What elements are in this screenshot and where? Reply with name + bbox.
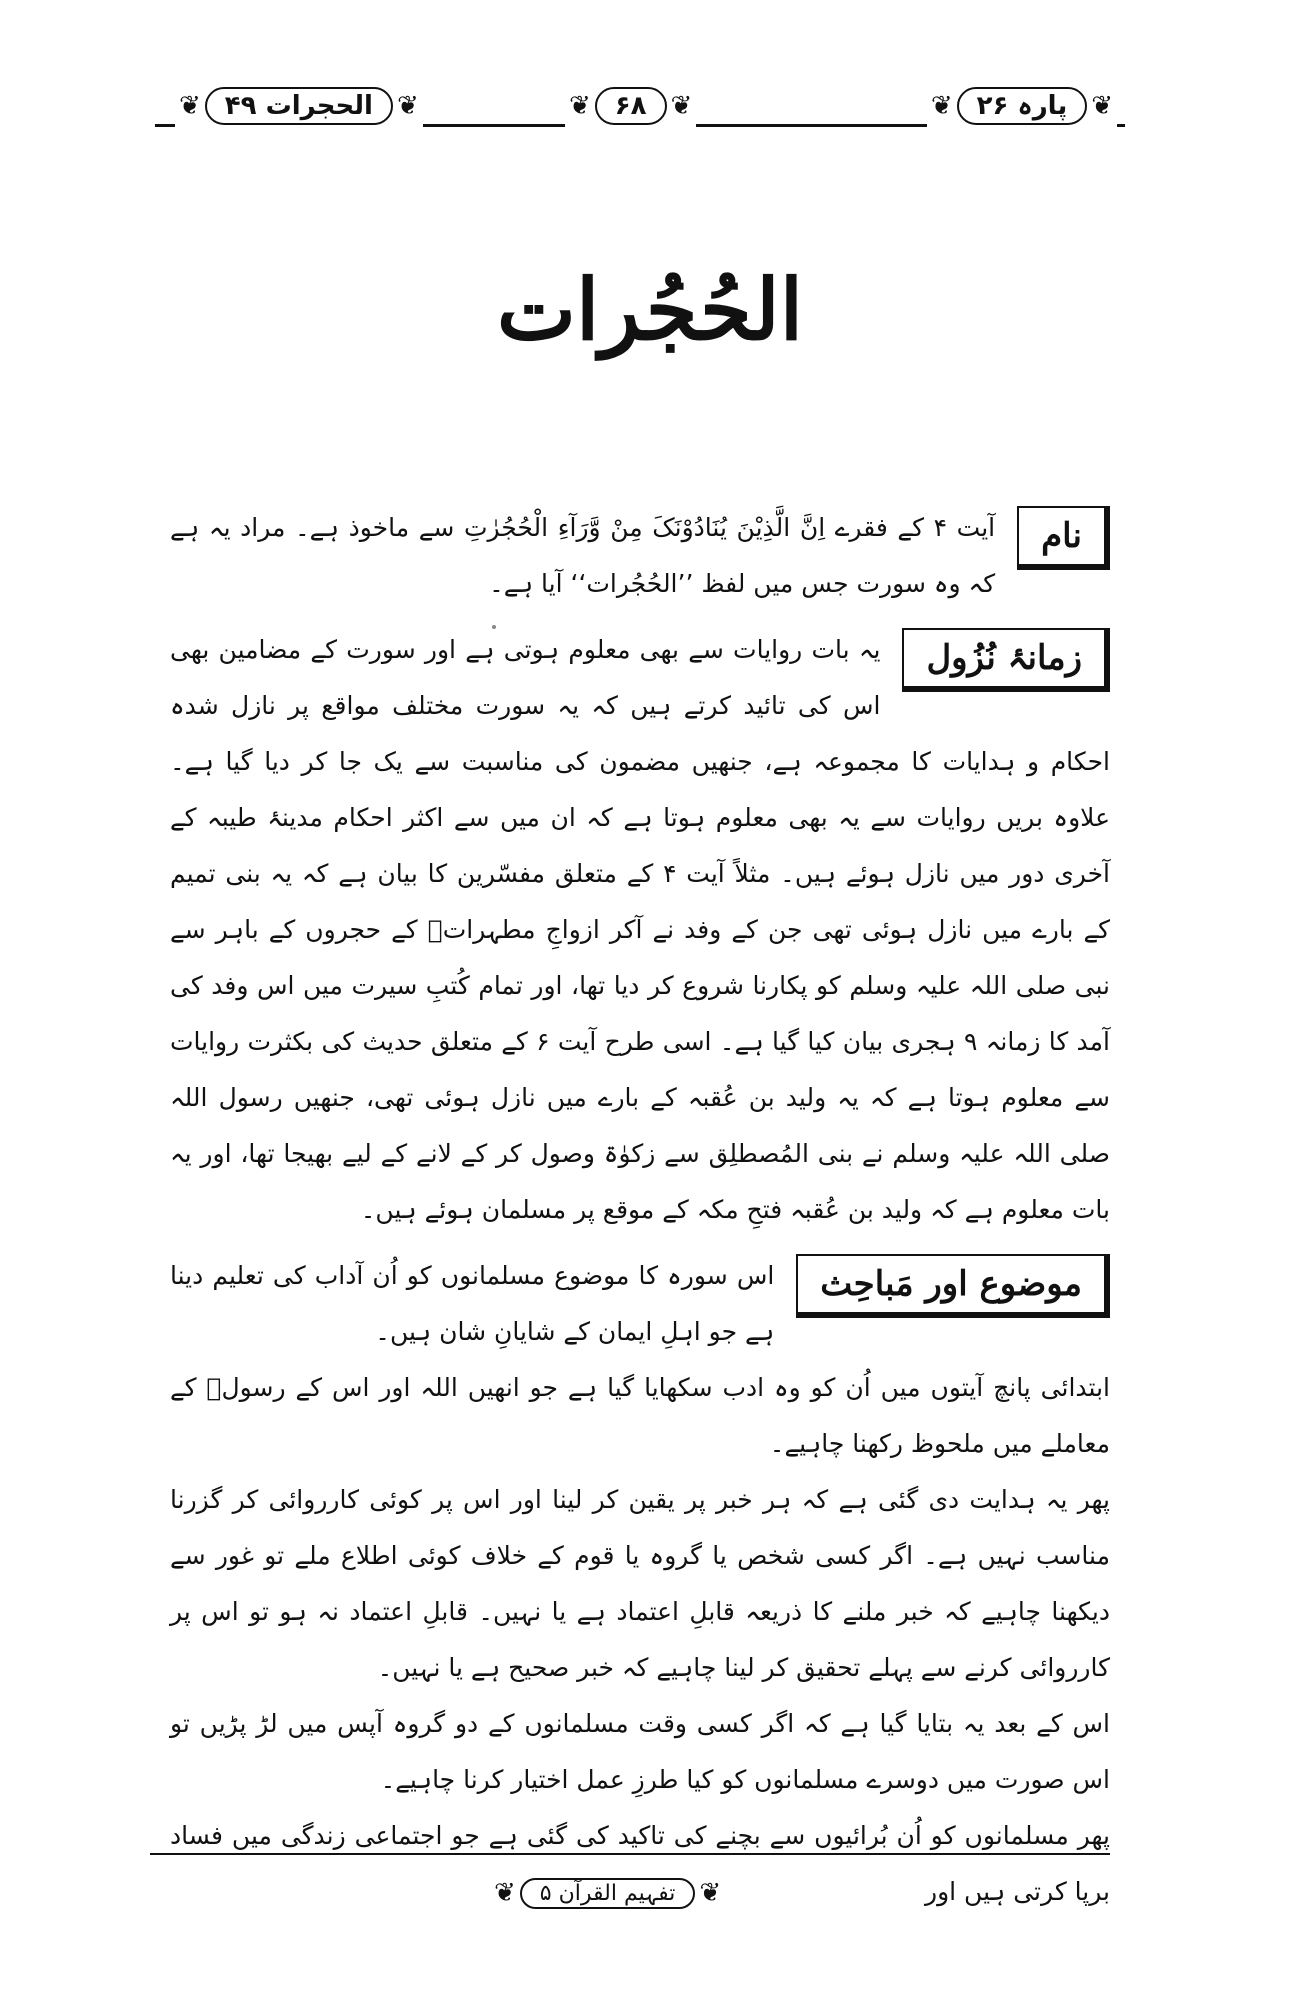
section-heading-naam: نام — [1017, 506, 1110, 570]
section-heading-mauzoo: موضوع اور مَباحِث — [796, 1254, 1110, 1318]
section-text-nuzool: یہ بات روایات سے بھی معلوم ہوتی ہے اور سورت کے مضامین بھی اس کی تائید کرتے ہیں کہ یہ سورت مختلف مواقع پر نازل شدہ احکام و ہدایات کا مجموعہ ہے، جنھیں مضمون کی مناسبت سے یک جا کر دیا گیا ہے۔ علاوہ بریں روایات سے یہ بھی معلوم ہوتا ہے کہ ان میں سے اکثر احکام مدینۂ طیبہ کے آخری دور میں نازل ہوئے ہیں۔ مثلاً آیت ۴ کے متعلق مفسّرین کا بیان ہے کہ یہ بنی تمیم کے بارے میں نازل ہوئی تھی جن کے وفد نے آکر ازواجِ مطہراتؓ کے حجروں کے باہر سے نبی صلی اللہ علیہ وسلم کو پکارنا شروع کر دیا تھا، اور تمام کُتبِ سیرت میں اس وفد کی آمد کا زمانہ ۹ ہجری بیان کیا گیا ہے۔ اسی طرح آیت ۶ کے متعلق حدیث کی بکثرت روایات سے معلوم ہوتا ہے کہ یہ ولید بن عُقبہ کے بارے میں نازل ہوئی تھی، جنھیں رسول اللہ صلی اللہ علیہ وسلم نے بنی المُصطلِق سے زکوٰۃ وصول کر کے لانے کے لیے بھیجا تھا، اور یہ بات معلوم ہے کہ ولید بن عُقبہ فتحِ مکہ کے موقع پر مسلمان ہوئے ہیں۔ — [170, 635, 1111, 1224]
paragraph-groh: اس کے بعد یہ بتایا گیا ہے کہ اگر کسی وقت مسلمانوں کے دو گروہ آپس میں لڑ پڑیں تو اس صورت میں دوسرے مسلمانوں کو کیا طرزِ عمل اختیار کرنا چاہیے۔ — [170, 1709, 1110, 1794]
section-text-mauzoo: اس سورہ کا موضوع مسلمانوں کو اُن آداب کی تعلیم دینا ہے جو اہلِ ایمان کے شایانِ شان ہیں۔ — [170, 1261, 775, 1346]
floral-ornament-icon: ❦ — [393, 91, 423, 121]
floral-ornament-icon: ❦ — [490, 1878, 520, 1908]
section-heading-nuzool: زمانۂ نُزُول — [902, 628, 1110, 692]
floral-ornament-icon: ❦ — [927, 91, 957, 121]
footer-rule — [150, 1853, 1110, 1855]
footer-cartouche — [490, 1873, 725, 1913]
floral-ornament-icon: ❦ — [565, 91, 595, 121]
page-number: ۶۸ — [595, 87, 667, 125]
header-para-cartouche — [927, 84, 1117, 128]
page-header — [155, 72, 1125, 142]
section-text-naam: آیت ۴ کے فقرے اِنَّ الَّذِیْنَ یُنَادُوْنَکَ مِنْ وَّرَآءِ الْحُجُرٰتِ سے ماخوذ ہے۔ مراد یہ ہے کہ وہ سورت جس میں لفظ ’’الحُجُرات‘‘ آیا ہے۔ — [170, 513, 996, 598]
floral-ornament-icon: ❦ — [695, 1878, 725, 1908]
section-mauzoo — [170, 1248, 1110, 1920]
page-footer — [150, 1845, 1110, 1925]
header-surah-cartouche — [175, 84, 423, 128]
paragraph-buraiyan: پھر مسلمانوں کو اُن بُرائیوں سے بچنے کی تاکید کی گئی ہے جو اجتماعی زندگی میں فساد برپا کرتی ہیں اور — [170, 1821, 1110, 1906]
header-surah-label: الحجرات ۴۹ — [205, 87, 393, 125]
body-text — [170, 490, 1110, 1920]
floral-ornament-icon: ❦ — [1087, 91, 1117, 121]
floral-ornament-icon: ❦ — [667, 91, 697, 121]
paragraph-adab: ابتدائی پانچ آیتوں میں اُن کو وہ ادب سکھایا گیا ہے جو انھیں اللہ اور اس کے رسولؐ کے معاملے میں ملحوظ رکھنا چاہیے۔ — [170, 1373, 1110, 1458]
floral-ornament-icon: ❦ — [175, 91, 205, 121]
header-page-number-cartouche — [565, 84, 696, 128]
section-nuzool — [170, 622, 1110, 1238]
footer-book-label: تفہیم القرآن ۵ — [520, 1878, 696, 1909]
section-naam — [170, 500, 1110, 612]
paragraph-khabar: پھر یہ ہدایت دی گئی ہے کہ ہر خبر پر یقین کر لینا اور اس پر کوئی کارروائی کر گزرنا مناسب نہیں ہے۔ اگر کسی شخص یا گروہ یا قوم کے خلاف کوئی اطلاع ملے تو غور سے دیکھنا چاہیے کہ خبر ملنے کا ذریعہ قابلِ اعتماد ہے یا نہیں۔ قابلِ اعتماد نہ ہو تو اس پر کارروائی کرنے سے پہلے تحقیق کر لینا چاہیے کہ خبر صحیح ہے یا نہیں۔ — [170, 1485, 1110, 1682]
surah-title: الحُجُرات — [496, 260, 804, 359]
header-para-label: پارہ ۲۶ — [957, 87, 1088, 125]
